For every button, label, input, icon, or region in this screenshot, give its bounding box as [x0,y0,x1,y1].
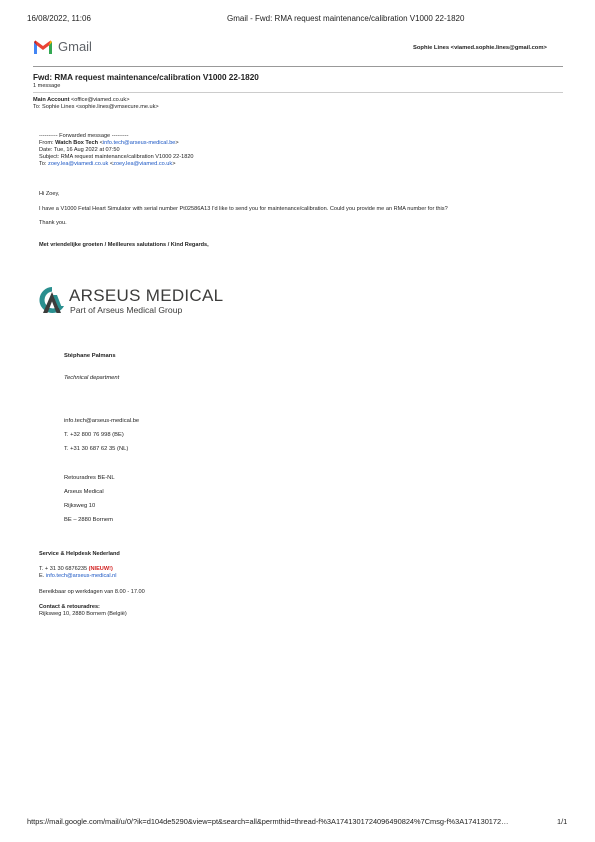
arseus-logo-icon [39,286,65,314]
forward-to-bracket-close: > [172,161,176,167]
service-phone-number: T. + 31 30 6876235 [39,566,89,572]
header-divider [33,66,563,67]
account-email: Sophie Lines <viamed.sophie.lines@gmail.com> [413,45,547,51]
forward-from-label: From: [39,140,56,146]
message-count: 1 message [33,83,61,89]
service-email-prefix: E. [39,573,46,579]
forward-to-email-1[interactable]: zoey.lea@viamedi.co.uk [48,161,109,167]
signature-phone-nl: T. +31 30 687 62 35 (NL) [64,446,129,452]
signature-role: Technical department [64,375,120,381]
service-hours: Bereikbaar op werkdagen van 8.00 - 17.00 [39,589,145,595]
print-datetime: 16/08/2022, 11:06 [27,14,91,23]
forward-to-bracket-open: < [108,161,114,167]
signature-street[interactable]: Rijksweg 10 [64,503,96,509]
forward-to-label: To: [39,161,49,167]
service-phone-new-badge: (NIEUW!) [88,566,113,572]
sender-name: Main Account [33,97,70,103]
sender-email: <office@viamed.co.uk> [71,97,130,103]
print-doc-title: Gmail - Fwd: RMA request maintenance/calibration V1000 22-1820 [227,14,465,23]
forward-from-bracket-open: < [98,140,103,146]
forward-from-email[interactable]: info.tech@arseus-medical.be [102,140,176,146]
signature-city[interactable]: BE – 2880 Bornem [64,517,113,523]
forward-marker: ---------- Forwarded message --------- [39,133,129,139]
arseus-logo-name: ARSEUS MEDICAL [69,286,224,305]
gmail-logo-icon [33,39,53,55]
contact-address: Rijksweg 10, 2880 Bornem (België) [39,611,127,617]
message-to: To: Sophie Lines <sophie.lines@vmsecure.me.uk> [33,104,159,110]
subject-divider [33,92,563,93]
signature-company: Arseus Medical [64,489,104,495]
signature-name: Stéphane Palmans [64,353,116,359]
signature-phone-be: T. +32 800 76 998 (BE) [64,432,124,438]
forward-date: Date: Tue, 16 Aug 2022 at 07:50 [39,147,120,153]
contact-heading: Contact & retouradres: [39,604,100,610]
print-page-number: 1/1 [557,817,568,826]
signature-return-label: Retouradres BE-NL [64,475,115,481]
body-regards: Met vriendelijke groeten / Meilleures salutations / Kind Regards, [39,242,209,248]
thread-subject: Fwd: RMA request maintenance/calibration V1000 22-1820 [33,73,259,82]
forward-subject: Subject: RMA request maintenance/calibration V1000 22-1820 [39,154,194,160]
forward-to [39,161,175,168]
service-email [39,573,117,580]
body-greeting: Hi Zoey, [39,191,60,197]
forward-from-bracket-close: > [175,140,179,146]
forward-to-email-2[interactable]: zoey.lea@viamed.co.uk [113,161,173,167]
signature-email[interactable]: info.tech@arseus-medical.be [64,418,140,424]
body-paragraph: I have a V1000 Fetal Heart Simulator with serial number Pt02586A13 I'd like to send you for maintenance/calibration. Could you provide me an RMA number for this? [39,206,448,212]
service-heading: Service & Helpdesk Nederland [39,551,120,557]
arseus-logo-tagline: Part of Arseus Medical Group [70,305,183,315]
gmail-wordmark: Gmail [58,39,92,54]
service-email-link[interactable]: info.tech@arseus-medical.nl [45,573,117,579]
print-url: https://mail.google.com/mail/u/0/?ik=d104de5290&view=pt&search=all&permthid=thread-f%3A1741301724096490824%7Cmsg-f%3A174130172… [27,817,509,826]
body-thanks: Thank you. [39,220,67,226]
forward-from-name: Watch Box Tech [55,140,99,146]
